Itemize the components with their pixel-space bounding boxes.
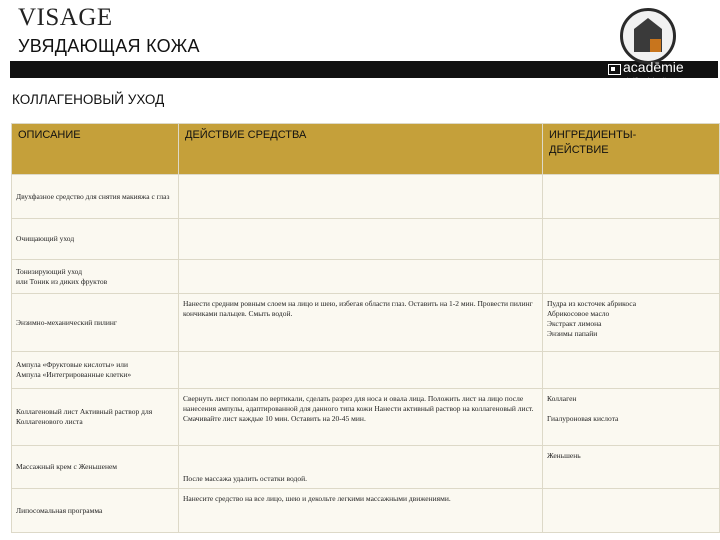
table-row (12, 219, 720, 260)
row-description: Ампула «Фруктовые кислоты» или Ампула «Интегрированные клетки» (12, 352, 179, 389)
row-description: Липосомальная программа (12, 489, 179, 533)
row-ingredients: Пудра из косточек абрикоса Абрикосовое масло Экстракт лимона Энзимы папайи (543, 294, 720, 352)
table-row (12, 489, 720, 533)
row-description: Тонизирующий уход или Тоник из диких фруктов (12, 260, 179, 294)
row-action: Свернуть лист пополам по вертикали, сделать разрез для носа и овала лица. Положить лист на лицо после нанесения ампулы, адаптированной для данного типа кожи Нанести активный раствор на коллагеновый лист. Смачивайте лист каждые 10 мин. Оставить на 20-45 мин. (179, 389, 543, 446)
table-header-row (12, 124, 720, 175)
table-row (12, 175, 720, 219)
row-action (179, 352, 543, 389)
row-ingredients: Женьшень (543, 446, 720, 489)
row-description: Коллагеновый лист Активный раствор для Коллагенового листа (12, 389, 179, 446)
column-header-description: ОПИСАНИЕ (12, 124, 179, 175)
table-row (12, 294, 720, 352)
row-action: После массажа удалить остатки водой. (179, 446, 543, 489)
row-ingredients (543, 352, 720, 389)
table-row (12, 260, 720, 294)
table-row (12, 389, 720, 446)
row-ingredients (543, 489, 720, 533)
row-ingredients (543, 219, 720, 260)
row-action: Нанести средним ровным слоем на лицо и шею, избегая области глаз. Оставить на 1-2 мин. Провести пилинг кончиками пальцев. Смыть водой. (179, 294, 543, 352)
row-action (179, 175, 543, 219)
academie-mark-icon (608, 64, 621, 75)
academie-logo (608, 58, 684, 81)
academie-name: acadēmie (623, 58, 684, 75)
house-logo-icon (620, 8, 676, 64)
row-action (179, 219, 543, 260)
row-description: Энзимно-механический пилинг (12, 294, 179, 352)
brand-title: VISAGE (18, 4, 113, 31)
academie-tagline: scientifique de beauté (623, 75, 667, 81)
slide-subtitle: УВЯДАЮЩАЯ КОЖА (18, 36, 200, 56)
row-description: Массажный крем с Женьшенем (12, 446, 179, 489)
table-row (12, 352, 720, 389)
row-ingredients (543, 260, 720, 294)
row-action (179, 260, 543, 294)
table-row (12, 446, 720, 489)
row-description: Очищающий уход (12, 219, 179, 260)
row-action: Нанесите средство на все лицо, шею и декольте легкими массажными движениями. (179, 489, 543, 533)
row-ingredients (543, 175, 720, 219)
section-title: КОЛЛАГЕНОВЫЙ УХОД (12, 92, 165, 107)
column-header-ingredients: ИНГРЕДИЕНТЫ- ДЕЙСТВИЕ (543, 124, 720, 175)
column-header-action: ДЕЙСТВИЕ СРЕДСТВА (179, 124, 543, 175)
row-description: Двухфазное средство для снятия макияжа с глаз (12, 175, 179, 219)
row-ingredients: Коллаген Гиалуроновая кислота (543, 389, 720, 446)
care-steps-table (11, 123, 720, 533)
